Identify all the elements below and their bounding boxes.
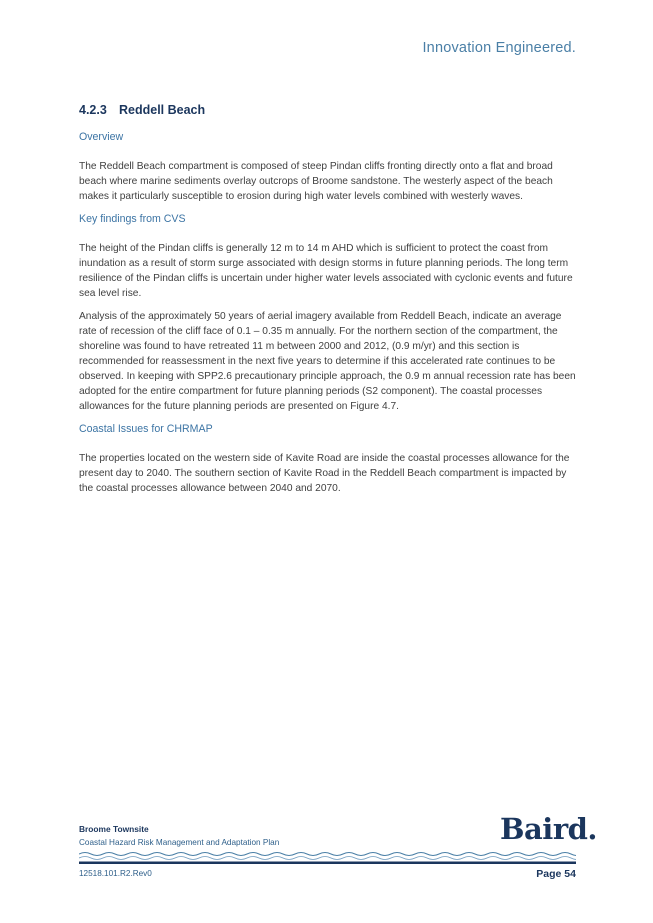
paragraph-coastal-issues: The properties located on the western side of Kavite Road are inside the coastal processes allowance for the present day to 2040. The southern section of Kavite Road in the Reddell Beach compartment is impacted by the coastal processes allowance between 2040 and 2070. xyxy=(79,452,570,494)
subhead-key-findings: Key findings from CVS xyxy=(79,213,186,225)
paragraph-overview: The Reddell Beach compartment is composed of steep Pindan cliffs fronting directly onto a flat and broad beach where marine sediments overlay outcrops of Broome sandstone. The westerly aspect of the beach makes it particularly susceptible to erosion during high water levels combined with westerly waves. xyxy=(79,161,553,202)
subhead-coastal-issues: Coastal Issues for CHRMAP xyxy=(79,422,213,435)
document-number: 12518.101.R2.Rev0 xyxy=(79,869,152,878)
main-content xyxy=(79,103,576,503)
section-number: 4.2.3 xyxy=(79,103,107,117)
baird-logo: Baird. xyxy=(500,812,597,846)
paragraph-cliff-height: The height of the Pindan cliffs is generally 12 m to 14 m AHD which is sufficient to protect the coast from inundation as a result of storm surge associated with design storms in future planning periods. The long term resilience of the Pindan cliffs is uncertain under higher water levels associated with cyclonic events and future sea level rise. xyxy=(79,243,573,299)
subhead-overview: Overview xyxy=(79,131,124,143)
section-title: Reddell Beach xyxy=(119,103,206,117)
footer-subtitle: Coastal Hazard Risk Management and Adaptation Plan xyxy=(79,838,280,847)
footer-title: Broome Townsite xyxy=(79,824,149,834)
header-tagline: Innovation Engineered. xyxy=(422,40,576,56)
footer-wave-divider xyxy=(79,851,576,865)
page-number: Page 54 xyxy=(536,868,576,880)
section-heading xyxy=(79,103,576,117)
paragraph-recession-analysis: Analysis of the approximately 50 years of aerial imagery available from Reddell Beach, indicate an average rate of recession of the cliff face of 0.1 – 0.35 m annually. For the northern section of the compartment, the shoreline was found to have retreated 11 m between 2000 and 2012, (0.9 m/yr) and this section is recommended for reassessment in the next five years to determine if this accelerated rate continues to be observed. In keeping with SPP2.6 precautionary principle approach, the 0.9 m annual recession rate has been adopted for the entire compartment for future planning periods (S2 component). The coastal processes allowances for the future planning periods are presented on Figure 4.7. xyxy=(79,310,576,412)
